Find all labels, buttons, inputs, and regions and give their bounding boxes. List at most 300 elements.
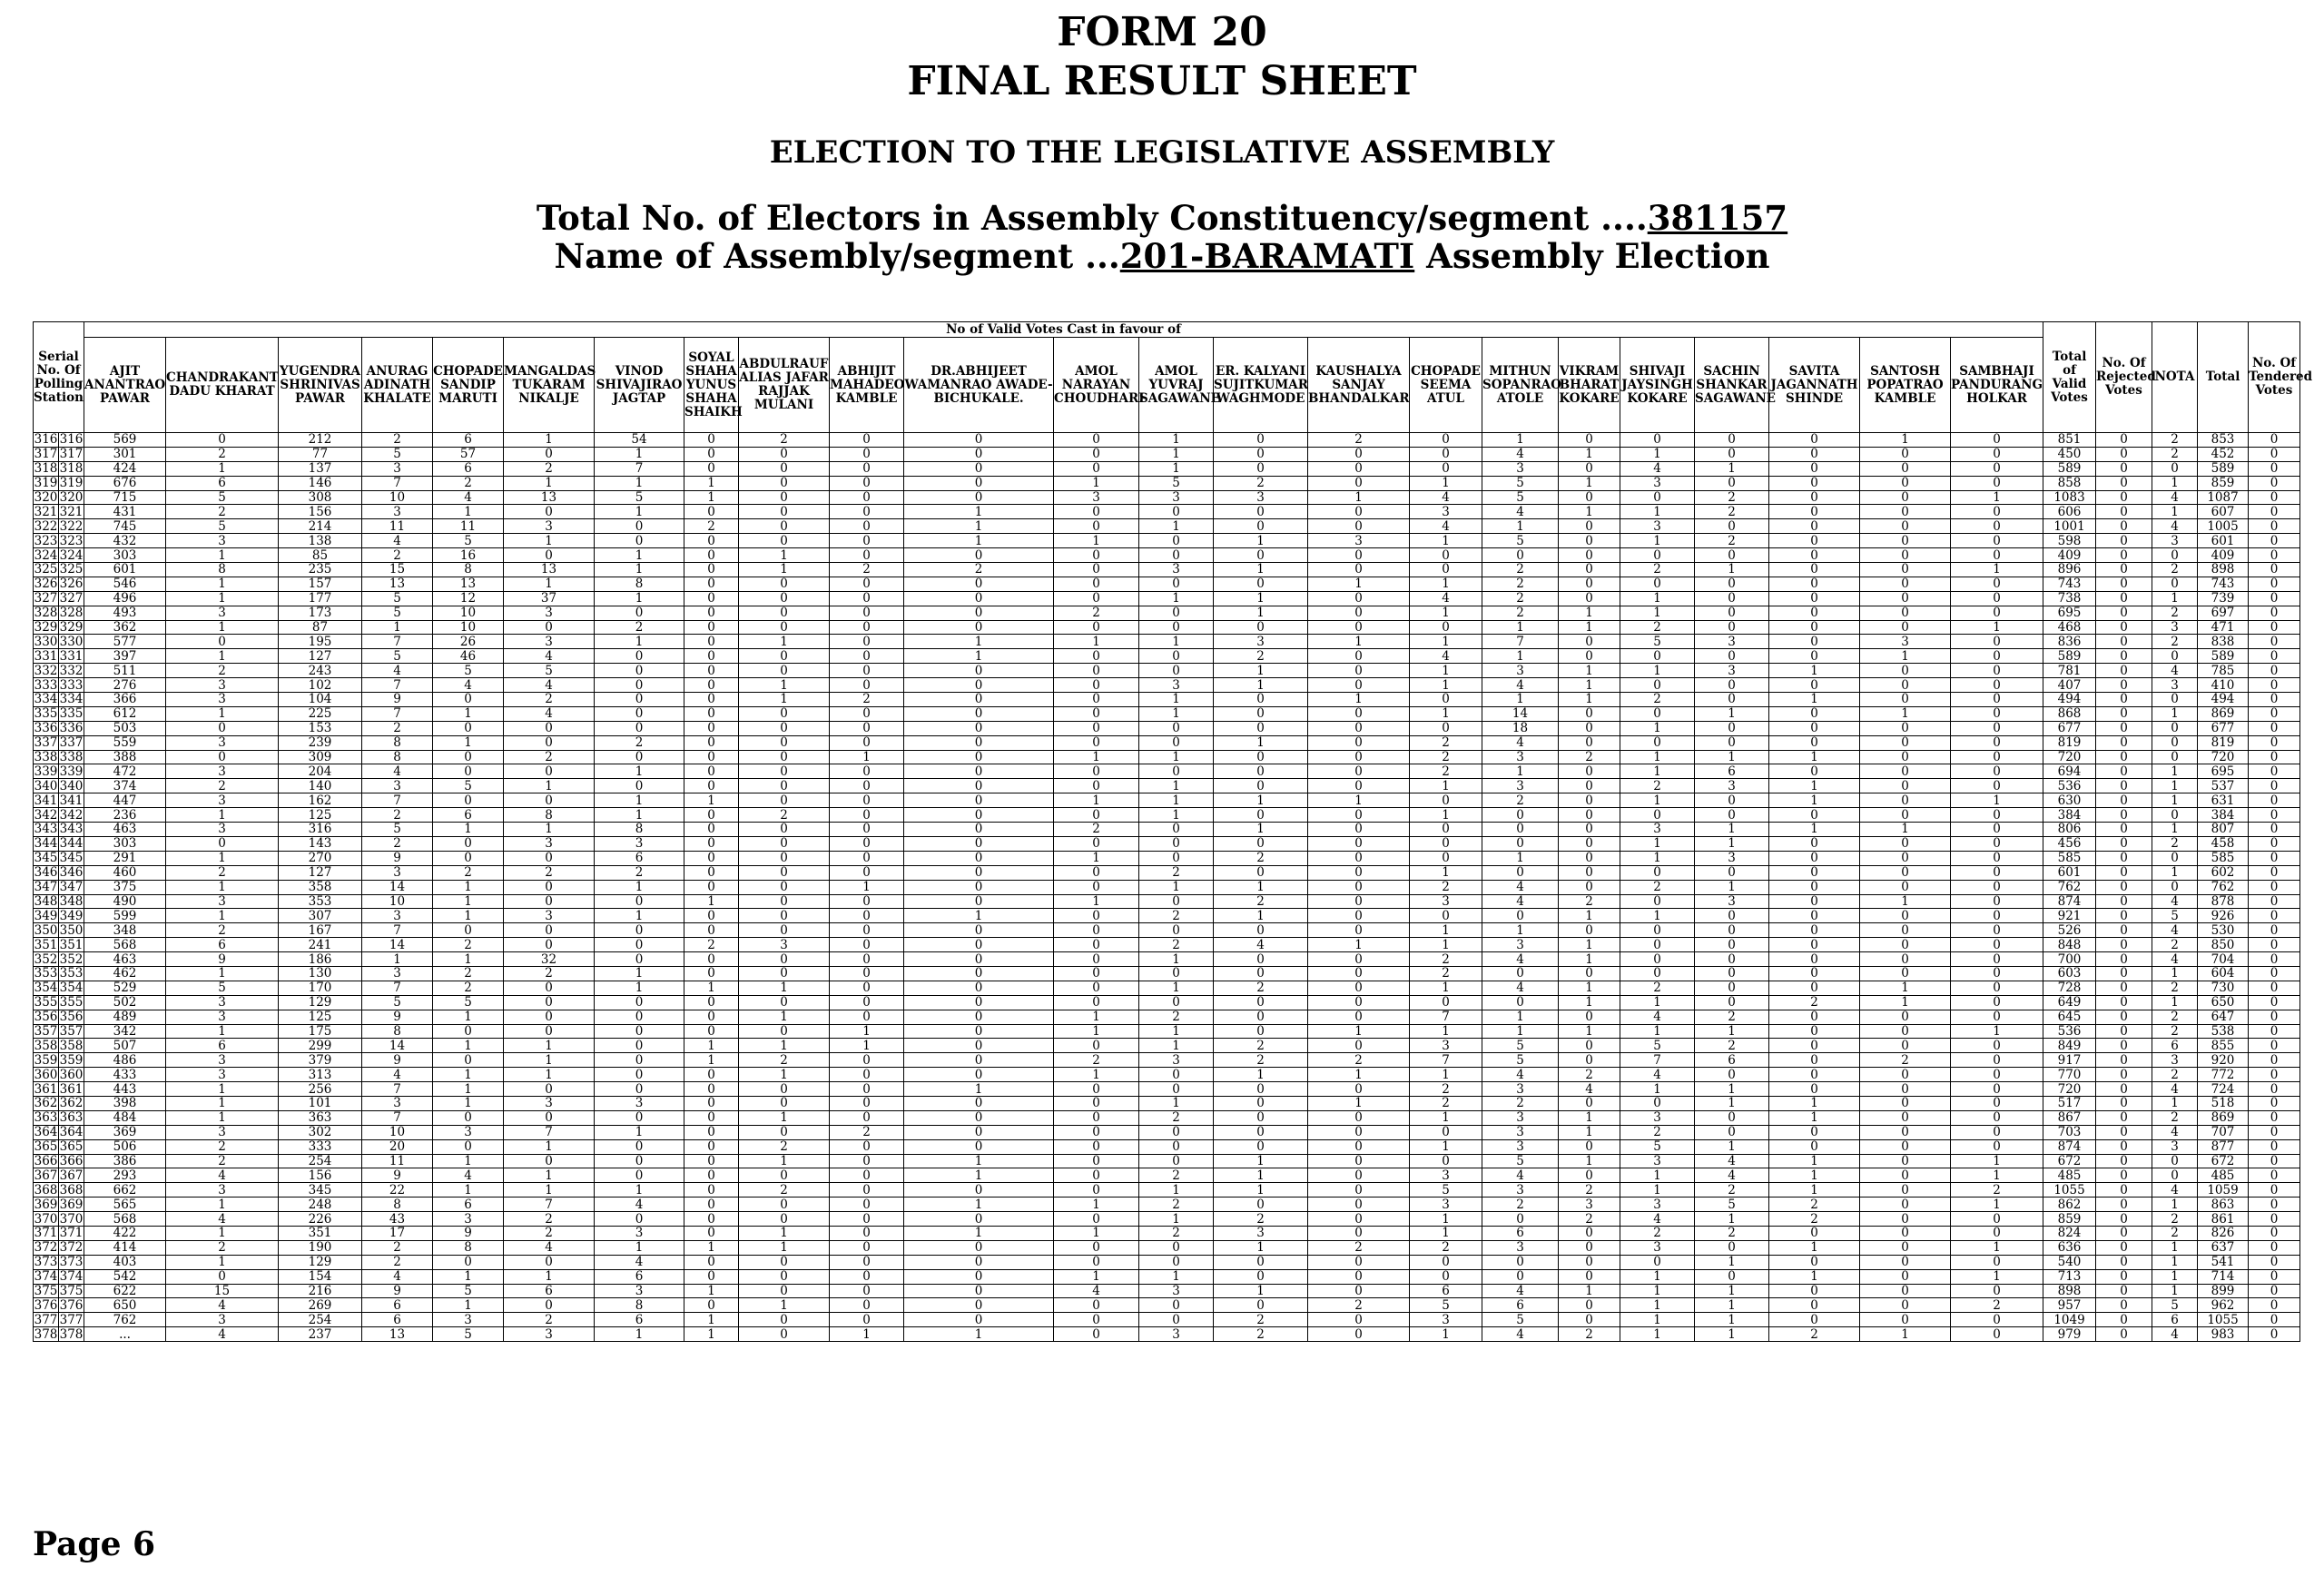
table-cell: 3: [1620, 1240, 1695, 1255]
table-cell: 485: [2043, 1168, 2096, 1183]
table-cell: 0: [1620, 966, 1695, 981]
table-cell: 0: [1214, 505, 1308, 519]
table-cell: 1: [1620, 1082, 1695, 1097]
table-cell: 376: [34, 1297, 58, 1313]
table-cell: 0: [1695, 793, 1769, 808]
table-cell: 898: [2043, 1284, 2096, 1298]
table-cell: 0: [1860, 664, 1951, 678]
table-cell: 346: [59, 865, 84, 881]
table-cell: 1: [1139, 447, 1214, 461]
table-cell: 0: [830, 735, 904, 750]
table-cell: 254: [279, 1154, 362, 1168]
table-cell: 3: [1482, 1110, 1559, 1125]
table-cell: 1: [684, 1240, 739, 1255]
table-cell: 743: [2198, 577, 2249, 591]
table-cell: 1: [1620, 1284, 1695, 1298]
table-cell: 0: [1308, 823, 1410, 837]
table-cell: 0: [595, 649, 684, 664]
table-cell: 1: [830, 1327, 904, 1342]
table-cell: 836: [2043, 635, 2096, 649]
table-cell: 341: [34, 793, 58, 808]
table-cell: 308: [279, 490, 362, 505]
table-cell: 0: [830, 591, 904, 606]
table-cell: 0: [1139, 1154, 1214, 1168]
table-cell: 0: [2096, 909, 2152, 923]
table-cell: 20: [362, 1139, 433, 1154]
table-cell: 585: [2198, 851, 2249, 865]
table-cell: 0: [904, 693, 1054, 707]
table-cell: 186: [279, 952, 362, 967]
table-cell: 0: [433, 1024, 504, 1039]
table-cell: 1: [1769, 1154, 1860, 1168]
table-cell: 1: [1139, 952, 1214, 967]
table-cell: 568: [84, 938, 166, 952]
table-row: [34, 750, 2300, 764]
table-cell: 603: [2043, 966, 2096, 981]
table-cell: 0: [1054, 1313, 1139, 1327]
table-cell: 4: [362, 664, 433, 678]
table-cell: 8: [595, 577, 684, 591]
table-cell: 6: [362, 1298, 433, 1313]
table-cell: 2: [1410, 966, 1482, 981]
table-cell: 0: [1860, 1096, 1951, 1110]
table-cell: 343: [34, 822, 58, 837]
table-cell: 1: [1308, 1096, 1410, 1110]
table-row: [34, 793, 2300, 808]
table-cell: 336: [59, 721, 84, 736]
table-cell: 0: [2096, 1110, 2152, 1125]
table-cell: 0: [1054, 1168, 1139, 1183]
table-cell: 0: [1308, 678, 1410, 693]
table-cell: 819: [2198, 735, 2249, 750]
table-cell: 4: [2152, 490, 2198, 505]
table-cell: 7: [504, 1125, 595, 1139]
table-cell: 4: [362, 1068, 433, 1082]
table-cell: 347: [59, 880, 84, 895]
table-cell: 0: [1054, 721, 1139, 735]
table-cell: 1: [166, 808, 279, 823]
table-cell: 1: [684, 793, 739, 808]
table-cell: 1: [362, 952, 433, 967]
table-cell: 3: [362, 865, 433, 880]
table-cell: 1: [1139, 981, 1214, 995]
table-cell: 355: [34, 995, 58, 1010]
table-cell: 1: [1695, 461, 1769, 476]
table-cell: 0: [2249, 894, 2300, 909]
table-cell: 2: [1139, 1010, 1214, 1024]
table-row: [34, 1313, 2300, 1327]
table-cell: 2: [1139, 1226, 1214, 1240]
table-cell: 324: [59, 547, 84, 563]
table-cell: 0: [504, 735, 595, 750]
table-cell: 0: [830, 1269, 904, 1284]
table-cell: 2: [1559, 750, 1620, 764]
table-cell: 2: [433, 981, 504, 995]
table-cell: 468: [2043, 620, 2096, 635]
table-cell: 2: [362, 433, 433, 448]
table-cell: 1: [1559, 1125, 1620, 1139]
table-cell: 0: [1769, 966, 1860, 981]
table-cell: 0: [904, 461, 1054, 476]
table-cell: 1: [1214, 1068, 1308, 1082]
table-cell: 364: [59, 1125, 84, 1140]
table-cell: 0: [904, 1110, 1054, 1125]
table-cell: 0: [2249, 1284, 2300, 1298]
table-cell: 1083: [2043, 490, 2096, 505]
table-cell: 1: [1695, 880, 1769, 894]
table-cell: 3: [166, 1125, 279, 1139]
table-cell: 2: [739, 1183, 830, 1198]
table-cell: 1: [1769, 793, 1860, 808]
table-cell: 537: [2198, 779, 2249, 793]
table-cell: 0: [739, 1269, 830, 1284]
table-cell: 3: [1410, 1039, 1482, 1053]
table-cell: 0: [1769, 1255, 1860, 1269]
table-cell: 0: [595, 923, 684, 938]
table-cell: 0: [1951, 938, 2043, 952]
table-cell: 378: [34, 1326, 58, 1342]
table-cell: 0: [2249, 1068, 2300, 1082]
table-cell: 0: [2096, 721, 2152, 735]
table-cell: 0: [2096, 635, 2152, 649]
table-cell: 450: [2043, 447, 2096, 461]
col-candidate: ABDULRAUF ALIAS JAFAR RAJJAK MULANI: [739, 338, 830, 433]
table-cell: 359: [34, 1052, 58, 1068]
table-cell: 1: [1860, 433, 1951, 448]
table-cell: 0: [739, 1327, 830, 1342]
table-cell: 0: [1054, 1255, 1139, 1269]
table-cell: 0: [830, 1053, 904, 1068]
table-cell: 1: [1139, 706, 1214, 721]
table-cell: 369: [34, 1197, 58, 1212]
table-cell: 1: [1139, 1183, 1214, 1198]
table-cell: 0: [830, 447, 904, 461]
table-cell: 0: [830, 836, 904, 851]
table-cell: 447: [84, 793, 166, 808]
table-cell: 2: [1214, 1039, 1308, 1053]
table-cell: 2: [739, 1053, 830, 1068]
table-cell: 0: [504, 764, 595, 779]
table-cell: 0: [1860, 1168, 1951, 1183]
table-cell: 1: [2152, 995, 2198, 1010]
table-cell: 351: [34, 937, 58, 952]
table-cell: 526: [2043, 923, 2096, 938]
table-cell: 0: [2096, 505, 2152, 519]
table-cell: 3: [1620, 476, 1695, 490]
table-cell: 2: [2152, 1110, 2198, 1125]
table-row: [34, 1269, 2300, 1284]
table-cell: 15: [362, 563, 433, 577]
table-cell: 0: [739, 764, 830, 779]
table-cell: 0: [2249, 995, 2300, 1010]
table-cell: 0: [739, 995, 830, 1010]
table-cell: 0: [1559, 1168, 1620, 1183]
table-cell: 270: [279, 851, 362, 865]
table-cell: 3: [504, 519, 595, 534]
table-cell: 414: [84, 1240, 166, 1255]
assembly-value: 201-BARAMATI: [1119, 236, 1415, 276]
table-cell: 0: [1860, 808, 1951, 823]
table-cell: 3: [433, 1212, 504, 1227]
table-cell: 0: [595, 1068, 684, 1082]
table-cell: 2: [1139, 938, 1214, 952]
table-cell: 1: [504, 1168, 595, 1183]
table-cell: 0: [1410, 1154, 1482, 1168]
table-cell: 0: [2096, 649, 2152, 664]
table-cell: 1: [1620, 909, 1695, 923]
table-cell: 9: [362, 1053, 433, 1068]
table-cell: 0: [1695, 1125, 1769, 1139]
table-cell: 347: [34, 880, 58, 895]
table-cell: 0: [1410, 909, 1482, 923]
table-cell: 1: [1769, 1096, 1860, 1110]
table-cell: 0: [1769, 620, 1860, 635]
table-cell: 0: [1308, 1110, 1410, 1125]
table-cell: 3: [166, 606, 279, 620]
table-cell: 695: [2198, 764, 2249, 779]
table-cell: 0: [1695, 476, 1769, 490]
table-cell: 3: [1695, 635, 1769, 649]
table-cell: 0: [166, 721, 279, 735]
table-cell: 1: [166, 577, 279, 591]
table-cell: 376: [59, 1297, 84, 1313]
table-cell: 443: [84, 1082, 166, 1097]
table-cell: 471: [2198, 620, 2249, 635]
table-cell: 1: [1482, 620, 1559, 635]
table-cell: 0: [684, 1139, 739, 1154]
table-cell: 0: [2249, 952, 2300, 967]
table-cell: 422: [84, 1226, 166, 1240]
table-cell: 0: [595, 519, 684, 534]
table-cell: 3: [166, 1183, 279, 1198]
table-cell: 3: [166, 1010, 279, 1024]
table-cell: 0: [1769, 1313, 1860, 1327]
col-candidate: SAMBHAJI PANDURANG HOLKAR: [1951, 338, 2043, 433]
table-cell: 0: [2249, 693, 2300, 707]
table-cell: 334: [59, 692, 84, 707]
table-cell: 762: [2198, 880, 2249, 894]
table-cell: 0: [1769, 1284, 1860, 1298]
table-cell: 772: [2198, 1068, 2249, 1082]
table-cell: 1: [1620, 1183, 1695, 1198]
table-cell: 0: [1860, 1139, 1951, 1154]
table-cell: 7: [504, 1198, 595, 1212]
table-cell: 4: [2152, 664, 2198, 678]
table-cell: 0: [1214, 779, 1308, 793]
table-cell: 0: [904, 823, 1054, 837]
table-cell: 320: [34, 490, 58, 505]
table-cell: 0: [1308, 1082, 1410, 1097]
table-cell: 0: [739, 750, 830, 764]
table-cell: 333: [34, 677, 58, 693]
table-cell: 0: [433, 1053, 504, 1068]
table-cell: 1: [433, 1298, 504, 1313]
table-cell: 4: [362, 764, 433, 779]
table-cell: 0: [1054, 779, 1139, 793]
table-cell: 0: [1308, 548, 1410, 563]
col-total: Total: [2198, 322, 2249, 433]
table-cell: 1: [1139, 808, 1214, 823]
table-cell: 0: [1951, 894, 2043, 909]
table-cell: 0: [595, 1010, 684, 1024]
table-cell: 241: [279, 938, 362, 952]
table-cell: 0: [1860, 923, 1951, 938]
table-cell: 3: [362, 966, 433, 981]
table-cell: 0: [1410, 620, 1482, 635]
table-cell: 357: [59, 1023, 84, 1039]
table-cell: 367: [34, 1168, 58, 1183]
table-cell: 356: [59, 1010, 84, 1025]
table-cell: 0: [2249, 793, 2300, 808]
table-row: [34, 865, 2300, 880]
table-cell: 720: [2198, 750, 2249, 764]
table-cell: 14: [362, 880, 433, 894]
table-cell: 1: [830, 750, 904, 764]
table-cell: 1: [1695, 1255, 1769, 1269]
table-cell: 1: [1951, 1024, 2043, 1039]
table-cell: 0: [504, 1110, 595, 1125]
table-cell: 6: [1410, 1284, 1482, 1298]
table-cell: 0: [830, 476, 904, 490]
table-cell: 785: [2198, 664, 2249, 678]
table-cell: 2: [830, 563, 904, 577]
table-cell: 254: [279, 1313, 362, 1327]
table-cell: 0: [1308, 1183, 1410, 1198]
table-cell: 0: [1139, 966, 1214, 981]
table-cell: 0: [1410, 1125, 1482, 1139]
table-cell: 353: [279, 894, 362, 909]
table-cell: 3: [362, 461, 433, 476]
table-cell: 0: [1559, 461, 1620, 476]
table-cell: 4: [2152, 923, 2198, 938]
table-cell: 0: [595, 721, 684, 735]
table-cell: 0: [739, 490, 830, 505]
table-cell: 0: [1559, 577, 1620, 591]
table-cell: 1: [739, 1068, 830, 1082]
table-cell: 1: [1410, 938, 1482, 952]
table-cell: 2: [1139, 865, 1214, 880]
table-cell: 355: [59, 995, 84, 1010]
table-cell: 0: [1769, 490, 1860, 505]
table-cell: 0: [1951, 735, 2043, 750]
table-row: [34, 981, 2300, 995]
table-cell: 0: [739, 851, 830, 865]
table-cell: 0: [433, 764, 504, 779]
table-cell: 0: [904, 678, 1054, 693]
table-cell: 0: [830, 548, 904, 563]
table-cell: 0: [2096, 808, 2152, 823]
table-cell: 2: [1695, 534, 1769, 548]
table-cell: 0: [830, 823, 904, 837]
table-cell: 1: [1482, 923, 1559, 938]
table-cell: 2: [1559, 1068, 1620, 1082]
table-cell: 0: [1620, 577, 1695, 591]
table-cell: 0: [2249, 591, 2300, 606]
table-cell: 1: [1620, 447, 1695, 461]
table-cell: 363: [34, 1110, 58, 1126]
table-cell: 0: [1695, 721, 1769, 735]
table-cell: 0: [2096, 1125, 2152, 1139]
table-cell: 325: [34, 562, 58, 577]
table-cell: 0: [1139, 764, 1214, 779]
table-cell: 2: [1214, 1313, 1308, 1327]
table-cell: 410: [2198, 678, 2249, 693]
table-cell: 3: [166, 1313, 279, 1327]
table-cell: 0: [1054, 995, 1139, 1010]
col-candidate: ANURAG ADINATH KHALATE: [362, 338, 433, 433]
table-row: [34, 909, 2300, 923]
table-cell: 0: [1951, 649, 2043, 664]
table-cell: 22: [362, 1183, 433, 1198]
table-cell: 1: [1559, 938, 1620, 952]
table-cell: 366: [59, 1153, 84, 1168]
table-cell: 0: [1410, 836, 1482, 851]
table-cell: 0: [1139, 1139, 1214, 1154]
table-cell: 0: [1308, 1039, 1410, 1053]
table-cell: 1: [739, 1298, 830, 1313]
col-candidate: MANGALDAS TUKARAM NIKALJE: [504, 338, 595, 433]
table-cell: 0: [2096, 606, 2152, 620]
table-cell: 10: [362, 490, 433, 505]
table-cell: 1: [2152, 823, 2198, 837]
table-cell: 340: [59, 778, 84, 793]
table-cell: 7: [362, 1082, 433, 1097]
table-cell: 1: [1054, 894, 1139, 909]
table-cell: 1: [1214, 591, 1308, 606]
table-cell: 1: [1559, 1110, 1620, 1125]
table-cell: 0: [595, 1082, 684, 1097]
table-cell: 4: [1482, 735, 1559, 750]
table-cell: 0: [1308, 981, 1410, 995]
table-cell: 1: [504, 577, 595, 591]
table-cell: 1: [904, 635, 1054, 649]
table-cell: 0: [684, 534, 739, 548]
table-cell: 0: [1769, 1125, 1860, 1139]
table-cell: 1: [1214, 563, 1308, 577]
table-cell: 2: [1410, 764, 1482, 779]
table-cell: 0: [2249, 433, 2300, 448]
table-cell: 0: [1769, 1039, 1860, 1053]
table-cell: 0: [2096, 664, 2152, 678]
table-cell: 0: [1214, 1125, 1308, 1139]
table-cell: 0: [2096, 1039, 2152, 1053]
table-cell: 0: [1308, 735, 1410, 750]
table-cell: 0: [1410, 721, 1482, 735]
table-cell: 2: [2152, 1024, 2198, 1039]
table-cell: 3: [1482, 664, 1559, 678]
table-cell: 1: [1559, 476, 1620, 490]
table-row: [34, 1024, 2300, 1039]
table-cell: 1: [1860, 981, 1951, 995]
table-cell: 506: [84, 1139, 166, 1154]
table-cell: 1: [504, 433, 595, 448]
table-cell: 14: [362, 938, 433, 952]
table-cell: 1: [684, 1284, 739, 1298]
table-cell: 4: [1482, 1327, 1559, 1342]
table-cell: 1: [1139, 433, 1214, 448]
table-cell: 1: [1769, 750, 1860, 764]
table-cell: 0: [684, 1154, 739, 1168]
table-cell: 0: [1769, 721, 1860, 735]
col-candidate: YUGENDRA SHRINIVAS PAWAR: [279, 338, 362, 433]
table-cell: 0: [904, 808, 1054, 823]
table-cell: 5: [433, 534, 504, 548]
table-cell: 2: [1054, 1053, 1139, 1068]
table-cell: 0: [2249, 505, 2300, 519]
table-cell: 0: [1214, 1198, 1308, 1212]
table-cell: 0: [1214, 447, 1308, 461]
table-cell: 235: [279, 563, 362, 577]
